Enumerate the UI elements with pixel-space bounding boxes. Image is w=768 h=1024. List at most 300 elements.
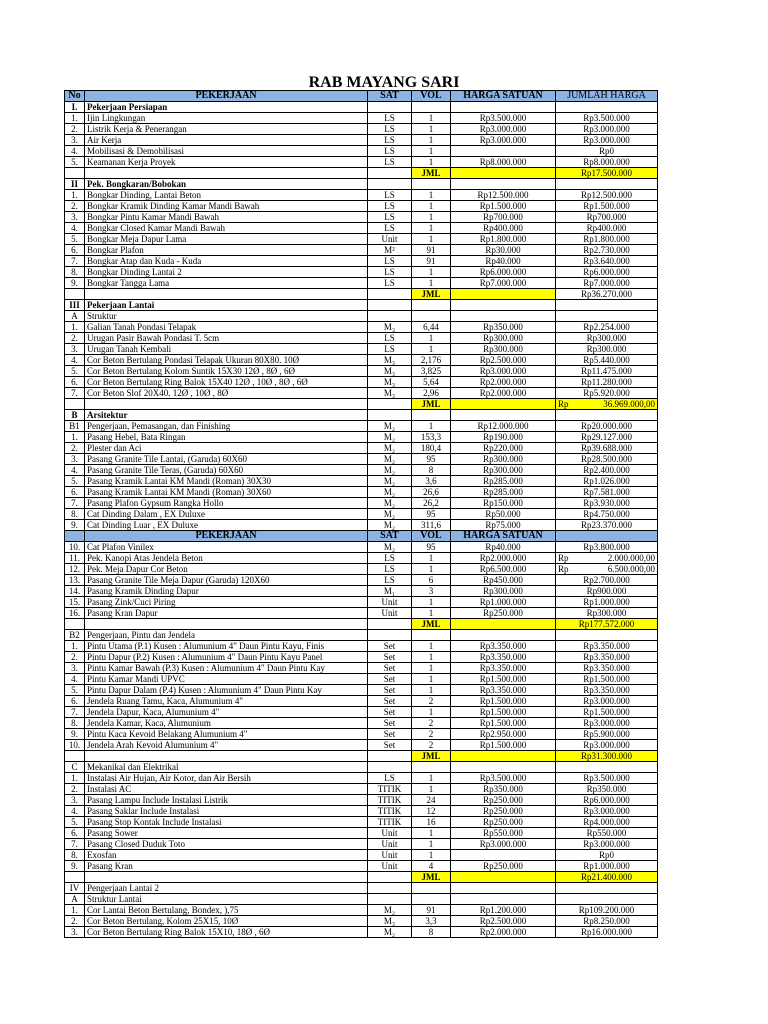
row-label: Pek. Meja Dapur Cor Beton — [85, 564, 368, 575]
currency-label: Rp — [558, 399, 569, 409]
row-vol: 3,6 — [412, 476, 451, 487]
row-sat: Unit — [368, 608, 412, 619]
row-sat — [368, 311, 412, 322]
row-no: 1. — [65, 641, 85, 652]
row-sat: M₂ — [368, 443, 412, 454]
row-label: Pasang Granite Tile Meja Dapur (Garuda) 120X60 — [85, 575, 368, 586]
row-no: A — [65, 311, 85, 322]
row-label: Cor Beton Bertulang, Kolom 25X15, 10Ø — [85, 916, 368, 927]
row-sat: M₂ — [368, 927, 412, 938]
row-label: Pintu Dapur (P.2) Kusen : Alumunium 4" Daun Pintu Kayu Panel — [85, 652, 368, 663]
row-jumlah: Rp28.500.000 — [556, 454, 658, 465]
row-sat: LS — [368, 135, 412, 146]
row-jumlah — [556, 410, 658, 421]
row-sat: LS — [368, 267, 412, 278]
row-no: 2. — [65, 201, 85, 212]
subtotal-value: Rp177.572.000 — [556, 619, 658, 630]
table-row — [65, 608, 658, 619]
table-row — [65, 454, 658, 465]
row-no: 13. — [65, 575, 85, 586]
row-jumlah: Rp8.250.000 — [556, 916, 658, 927]
table-row — [65, 278, 658, 289]
row-label: Instalasi Air Hujan, Air Kotor, dan Air Bersih — [85, 773, 368, 784]
row-harga: Rp1.800.000 — [451, 234, 556, 245]
row-harga: Rp300.000 — [451, 344, 556, 355]
row-vol: 12 — [412, 806, 451, 817]
row-vol: 3,3 — [412, 916, 451, 927]
row-jumlah: Rp300.000 — [556, 333, 658, 344]
row-label: Cat Plafon Vinilex — [85, 542, 368, 553]
row-sat: Unit — [368, 828, 412, 839]
row-label: Galian Tanah Pondasi Telapak — [85, 322, 368, 333]
row-sat: M₂ — [368, 509, 412, 520]
row-harga: Rp700.000 — [451, 212, 556, 223]
row-label: Pasang Lampu Include Instalasi Listrik — [85, 795, 368, 806]
row-harga — [451, 762, 556, 773]
row-harga — [451, 399, 556, 410]
row-sat — [368, 619, 412, 630]
row-no: 5. — [65, 366, 85, 377]
row-jumlah: Rp7.000.000 — [556, 278, 658, 289]
row-sat: M₂ — [368, 432, 412, 443]
row-sat: LS — [368, 564, 412, 575]
row-label: Pasang Granite Tile Lantai, (Garuda) 60X60 — [85, 454, 368, 465]
row-no: 11. — [65, 553, 85, 564]
row-vol — [412, 894, 451, 905]
row-jumlah — [556, 553, 658, 564]
row-label: Cor Beton Bertulang Pondasi Telapak Ukuran 80X80. 10Ø — [85, 355, 368, 366]
table-row — [65, 564, 658, 575]
row-no: 1. — [65, 773, 85, 784]
row-no: 16. — [65, 608, 85, 619]
row-vol: 1 — [412, 113, 451, 124]
row-sat: TITIK — [368, 795, 412, 806]
row-vol: 1 — [412, 641, 451, 652]
row-jumlah: Rp350.000 — [556, 784, 658, 795]
table-row — [65, 861, 658, 872]
row-jumlah: Rp12.500.000 — [556, 190, 658, 201]
row-no: 15. — [65, 597, 85, 608]
row-sat: M₂ — [368, 542, 412, 553]
subtotal-value: Rp21.400.000 — [556, 872, 658, 883]
row-label: Pasang Sower — [85, 828, 368, 839]
row-harga: Rp40.000 — [451, 542, 556, 553]
table-row — [65, 256, 658, 267]
row-vol: 1 — [412, 234, 451, 245]
table-row — [65, 520, 658, 531]
row-vol — [412, 300, 451, 311]
row-label: Jendela Arah Kevoid Alumunium 4" — [85, 740, 368, 751]
row-sat — [368, 289, 412, 300]
row-vol: 1 — [412, 146, 451, 157]
row-sat: LS — [368, 190, 412, 201]
row-harga: Rp2.000.000 — [451, 388, 556, 399]
row-no: 2. — [65, 124, 85, 135]
row-no — [65, 168, 85, 179]
row-harga — [451, 289, 556, 300]
row-jumlah: Rp3.000.000 — [556, 696, 658, 707]
row-vol — [412, 630, 451, 641]
row-sat: Set — [368, 685, 412, 696]
row-label: Pasang Closed Duduk Toto — [85, 839, 368, 850]
row-sat: Set — [368, 663, 412, 674]
row-sat: M₃ — [368, 366, 412, 377]
row-sat: M₃ — [368, 322, 412, 333]
table-row — [65, 575, 658, 586]
row-harga: Rp3.000.000 — [451, 839, 556, 850]
row-vol — [412, 179, 451, 190]
row-label: Bongkar Dinding Lantai 2 — [85, 267, 368, 278]
table-row — [65, 707, 658, 718]
row-jumlah — [556, 564, 658, 575]
row-sat: LS — [368, 553, 412, 564]
row-no: 8. — [65, 718, 85, 729]
table-row — [65, 652, 658, 663]
row-sat — [368, 179, 412, 190]
table-row — [65, 366, 658, 377]
row-no: 6. — [65, 487, 85, 498]
row-jumlah: Rp3.000.000 — [556, 124, 658, 135]
row-sat — [368, 168, 412, 179]
subtotal-row — [65, 751, 658, 762]
row-vol — [412, 102, 451, 113]
row-harga: Rp350.000 — [451, 322, 556, 333]
table-row — [65, 806, 658, 817]
row-harga: Rp3.000.000 — [451, 124, 556, 135]
row-jumlah: Rp1.000.000 — [556, 597, 658, 608]
row-label: Mobilisasi & Demobilisasi — [85, 146, 368, 157]
row-harga: Rp3.500.000 — [451, 113, 556, 124]
row-no: 4. — [65, 146, 85, 157]
row-vol: 1 — [412, 850, 451, 861]
rab-table — [64, 90, 658, 938]
row-no: 3. — [65, 212, 85, 223]
row-harga: Rp300.000 — [451, 454, 556, 465]
row-no: 9. — [65, 729, 85, 740]
row-sat: M₂ — [368, 487, 412, 498]
row-jumlah: Rp6.000.000 — [556, 795, 658, 806]
row-vol: 1 — [412, 553, 451, 564]
amount-value: 36.969.000,00 — [603, 399, 655, 409]
row-sat: Unit — [368, 861, 412, 872]
row-label: Bongkar Meja Dapur Lama — [85, 234, 368, 245]
row-jumlah: Rp2.730.000 — [556, 245, 658, 256]
row-no: 5. — [65, 817, 85, 828]
header-harga: HARGA SATUAN — [451, 91, 556, 102]
row-sat: Set — [368, 707, 412, 718]
row-harga: Rp3.500.000 — [451, 773, 556, 784]
row-label: Mekanikal dan Elektrikal — [85, 762, 368, 773]
row-label — [85, 168, 368, 179]
row-vol: 1 — [412, 212, 451, 223]
row-harga: Rp1.500.000 — [451, 201, 556, 212]
table-row — [65, 234, 658, 245]
row-label: Pasang Kran Dapur — [85, 608, 368, 619]
row-harga: Rp1.200.000 — [451, 905, 556, 916]
row-vol: 95 — [412, 542, 451, 553]
row-vol: 1 — [412, 201, 451, 212]
row-harga — [451, 146, 556, 157]
row-jumlah: Rp11.280.000 — [556, 377, 658, 388]
header-jumlah — [556, 531, 658, 542]
row-sat — [368, 762, 412, 773]
row-harga: Rp250.000 — [451, 608, 556, 619]
row-label: Pekerjaan Persiapan — [85, 102, 368, 113]
subtotal-row — [65, 619, 658, 630]
row-no: 1. — [65, 113, 85, 124]
table-row — [65, 740, 658, 751]
row-sat — [368, 883, 412, 894]
row-no: 5. — [65, 157, 85, 168]
row-sat: Unit — [368, 597, 412, 608]
row-harga: Rp450.000 — [451, 575, 556, 586]
table-row — [65, 773, 658, 784]
row-no: 3. — [65, 663, 85, 674]
header-sat: SAT — [368, 531, 412, 542]
row-sat: Set — [368, 729, 412, 740]
row-vol: 1 — [412, 267, 451, 278]
row-label: Pasang Saklar Include Instalasi — [85, 806, 368, 817]
currency-label: Rp — [558, 564, 569, 574]
row-no — [65, 751, 85, 762]
row-no: 9. — [65, 520, 85, 531]
row-sat: LS — [368, 256, 412, 267]
table-row — [65, 795, 658, 806]
row-no: 8. — [65, 267, 85, 278]
row-jumlah — [556, 630, 658, 641]
row-jumlah: Rp3.000.000 — [556, 135, 658, 146]
row-label: Pasang Kramik Dinding Dapur — [85, 586, 368, 597]
header-sat: SAT — [368, 91, 412, 102]
row-no: 9. — [65, 861, 85, 872]
row-sat: M₂ — [368, 498, 412, 509]
row-no: 4. — [65, 223, 85, 234]
row-label: Pek. Bongkaran/Bobokan — [85, 179, 368, 190]
row-harga: Rp3.350.000 — [451, 641, 556, 652]
row-label: Bongkar Dinding, Lantai Beton — [85, 190, 368, 201]
table-row — [65, 344, 658, 355]
row-harga: Rp285.000 — [451, 476, 556, 487]
row-harga: Rp250.000 — [451, 795, 556, 806]
header-vol: VOL — [412, 531, 451, 542]
row-label: Bongkar Atap dan Kuda - Kuda — [85, 256, 368, 267]
row-vol: 16 — [412, 817, 451, 828]
row-jumlah: Rp23.370.000 — [556, 520, 658, 531]
row-label: Plester dan Aci — [85, 443, 368, 454]
row-vol: 1 — [412, 597, 451, 608]
row-no: B1 — [65, 421, 85, 432]
table-row — [65, 784, 658, 795]
row-sat: M₂ — [368, 421, 412, 432]
row-no — [65, 872, 85, 883]
row-no: 4. — [65, 465, 85, 476]
row-harga: Rp300.000 — [451, 586, 556, 597]
row-vol: 1 — [412, 652, 451, 663]
row-label: Pengerjaan, Pemasangan, dan Finishing — [85, 421, 368, 432]
row-vol: 2 — [412, 740, 451, 751]
row-label: Urugan Tanah Kembali — [85, 344, 368, 355]
subsection-row — [65, 894, 658, 905]
table-row — [65, 146, 658, 157]
row-label: Pasang Kramik Lantai KM Mandi (Roman) 30X60 — [85, 487, 368, 498]
row-vol: 1 — [412, 707, 451, 718]
row-no: 4. — [65, 355, 85, 366]
row-label: Pasang Hebel, Bata Ringan — [85, 432, 368, 443]
row-no: IV — [65, 883, 85, 894]
row-label: Pintu Utama (P.1) Kusen : Alumunium 4" Daun Pintu Kayu, Finis — [85, 641, 368, 652]
table-row — [65, 201, 658, 212]
row-label: Pintu Kaca Kevoid Belakang Alumunium 4" — [85, 729, 368, 740]
row-vol: 1 — [412, 685, 451, 696]
row-harga: Rp220.000 — [451, 443, 556, 454]
row-harga — [451, 102, 556, 113]
row-label: Jendela Kamar, Kaca, Alumunium — [85, 718, 368, 729]
row-sat: LS — [368, 333, 412, 344]
row-jumlah: Rp300.000 — [556, 344, 658, 355]
row-jumlah: Rp3.500.000 — [556, 113, 658, 124]
row-label: Pasang Kramik Lantai KM Mandi (Roman) 30X30 — [85, 476, 368, 487]
row-vol: 1 — [412, 124, 451, 135]
row-jumlah: Rp1.000.000 — [556, 861, 658, 872]
row-no: 3. — [65, 135, 85, 146]
row-jumlah: Rp1.800.000 — [556, 234, 658, 245]
row-vol: 2 — [412, 729, 451, 740]
row-harga — [451, 410, 556, 421]
row-label: Cor Beton Bertulang Ring Balok 15X10, 18Ø , 6Ø — [85, 927, 368, 938]
row-jumlah — [556, 179, 658, 190]
row-sat — [368, 300, 412, 311]
row-jumlah: Rp16.000.000 — [556, 927, 658, 938]
row-harga: Rp2.950.000 — [451, 729, 556, 740]
row-no — [65, 619, 85, 630]
row-no: 10. — [65, 542, 85, 553]
row-harga: Rp300.000 — [451, 333, 556, 344]
row-no: 6. — [65, 245, 85, 256]
row-jumlah: Rp7.581.000 — [556, 487, 658, 498]
table-row — [65, 355, 658, 366]
row-no: 7. — [65, 498, 85, 509]
row-sat — [368, 630, 412, 641]
row-sat: M₃ — [368, 916, 412, 927]
row-jumlah: Rp3.350.000 — [556, 663, 658, 674]
row-sat — [368, 410, 412, 421]
row-harga: Rp1.500.000 — [451, 740, 556, 751]
row-jumlah: Rp400.000 — [556, 223, 658, 234]
row-jumlah: Rp3.000.000 — [556, 718, 658, 729]
row-vol: 4 — [412, 861, 451, 872]
row-no: C — [65, 762, 85, 773]
row-jumlah: Rp4.000.000 — [556, 817, 658, 828]
row-harga — [451, 872, 556, 883]
row-jumlah: Rp700.000 — [556, 212, 658, 223]
row-vol: 1 — [412, 663, 451, 674]
row-vol: 1 — [412, 828, 451, 839]
row-sat: M₃ — [368, 377, 412, 388]
row-no — [65, 289, 85, 300]
table-row — [65, 553, 658, 564]
row-label: Jendela Dapur, Kaca, Alumunium 4" — [85, 707, 368, 718]
row-sat: Set — [368, 718, 412, 729]
row-no: 7. — [65, 388, 85, 399]
row-vol: 2 — [412, 718, 451, 729]
row-no: 2. — [65, 443, 85, 454]
row-vol: 1 — [412, 421, 451, 432]
subtotal-label: JML — [412, 619, 451, 630]
row-no: 8. — [65, 509, 85, 520]
row-label: Urugan Pasir Bawah Pondasi T. 5cm — [85, 333, 368, 344]
row-no: I. — [65, 102, 85, 113]
row-harga: Rp50.000 — [451, 509, 556, 520]
row-jumlah: Rp0 — [556, 146, 658, 157]
header-pekerjaan: PEKERJAAN — [85, 531, 368, 542]
row-jumlah: Rp1.026.000 — [556, 476, 658, 487]
table-row — [65, 267, 658, 278]
row-jumlah: Rp3.000.000 — [556, 806, 658, 817]
row-sat: Set — [368, 652, 412, 663]
row-no: 6. — [65, 696, 85, 707]
row-sat: LS — [368, 575, 412, 586]
row-label: Pasang Zink/Cuci Piring — [85, 597, 368, 608]
row-label: Keamanan Kerja Proyek — [85, 157, 368, 168]
amount-value: 2.000.000,00 — [607, 553, 655, 563]
table-row — [65, 322, 658, 333]
row-harga: Rp40.000 — [451, 256, 556, 267]
subtotal-row — [65, 872, 658, 883]
row-vol — [412, 762, 451, 773]
row-vol: 95 — [412, 454, 451, 465]
row-sat: LS — [368, 124, 412, 135]
subtotal-value: Rp31.300.000 — [556, 751, 658, 762]
table-row — [65, 927, 658, 938]
row-no: 7. — [65, 707, 85, 718]
row-label: Bongkar Plafon — [85, 245, 368, 256]
row-label: Ijin Lingkungan — [85, 113, 368, 124]
row-no: 1. — [65, 905, 85, 916]
row-harga: Rp2.000.000 — [451, 553, 556, 564]
row-vol: 153,3 — [412, 432, 451, 443]
row-vol: 1 — [412, 278, 451, 289]
subtotal-label: JML — [412, 872, 451, 883]
row-harga: Rp1.500.000 — [451, 707, 556, 718]
row-jumlah: Rp3.640.000 — [556, 256, 658, 267]
row-harga: Rp3.350.000 — [451, 652, 556, 663]
row-vol: 1 — [412, 564, 451, 575]
row-no: 3. — [65, 454, 85, 465]
row-label: Cat Dinding Dalam , EX Duluxe — [85, 509, 368, 520]
row-harga: Rp190.000 — [451, 432, 556, 443]
row-label — [85, 872, 368, 883]
row-sat — [368, 872, 412, 883]
row-label: Arsitektur — [85, 410, 368, 421]
row-vol: 1 — [412, 135, 451, 146]
row-no: 2. — [65, 333, 85, 344]
row-sat: M₃ — [368, 388, 412, 399]
row-harga: Rp2.000.000 — [451, 927, 556, 938]
row-vol: 2,96 — [412, 388, 451, 399]
row-sat: LS — [368, 212, 412, 223]
row-sat: Set — [368, 674, 412, 685]
subtotal-value: Rp17.500.000 — [556, 168, 658, 179]
row-sat: M₂ — [368, 520, 412, 531]
row-vol: 180,4 — [412, 443, 451, 454]
row-harga — [451, 751, 556, 762]
subtotal-value: Rp36.270.000 — [556, 289, 658, 300]
subtotal-label: JML — [412, 751, 451, 762]
table-row — [65, 421, 658, 432]
row-label: Cor Beton Slof 20X40. 12Ø , 10Ø , 8Ø — [85, 388, 368, 399]
row-label: Pasang Stop Kontak Include Instalasi — [85, 817, 368, 828]
row-jumlah: Rp2.400.000 — [556, 465, 658, 476]
